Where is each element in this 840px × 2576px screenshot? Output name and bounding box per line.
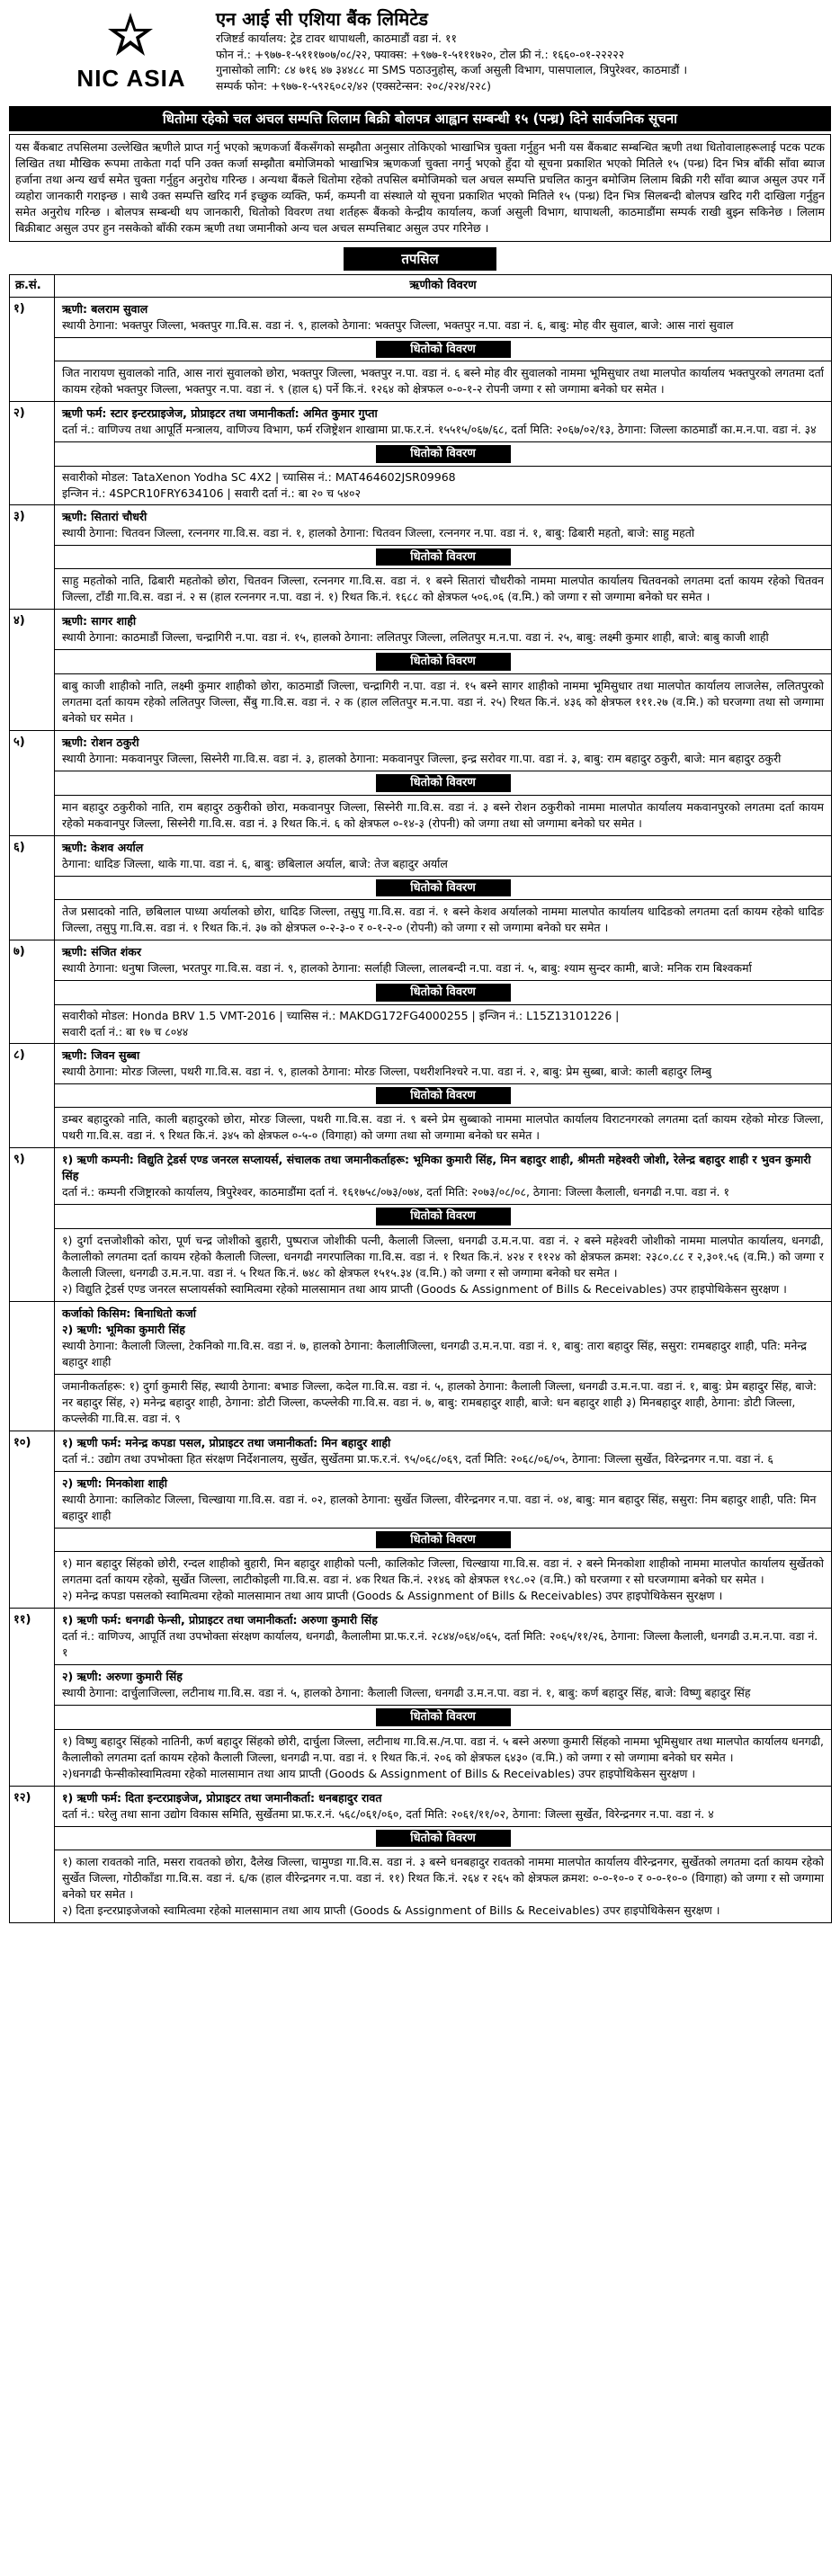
table-row bbox=[10, 1609, 832, 1787]
borrower-address: दर्ता नं.: कम्पनी रजिष्ट्रारको कार्यालय, त्रिपुरेश्वर, काठमाडौंमा दर्ता नं. १६१७५८/०७३/०७४, दर्ता मिति: २०७३/०८/०८, ठेगाना: जिल्ला कैलाली, धनगढी न.पा. वडा नं. १ bbox=[62, 1185, 729, 1199]
borrower-address: स्थायी ठेगाना: मोरङ जिल्ला, पथरी गा.वि.स. वडा नं. ९, हालको ठेगाना: मोरङ जिल्ला, पथरीशनिश्चरे न.पा. वडा नं. २, बाबु: प्रेम सुब्बा, बाजे: काली बहादुर लिम्बु bbox=[62, 1064, 712, 1078]
table-row bbox=[10, 1043, 832, 1148]
borrower-address: दर्ता नं.: घरेलु तथा साना उद्योग विकास समिति, सुर्खेतमा प्रा.फ.र.नं. ५६८/०६१/०६०, दर्ता मिति: २०६१/११/०२, ठेगाना: जिल्ला सुर्खेत, विरेन्द्रनगर न.पा. वडा नं. ४ bbox=[62, 1806, 714, 1821]
borrower-name: ऋणी: संजित शंकर bbox=[62, 945, 141, 959]
borrower-name: ऋणी: रोशन ठकुरी bbox=[62, 735, 139, 749]
collateral-section bbox=[55, 1204, 831, 1301]
row-body bbox=[55, 1043, 832, 1148]
borrower-name: १) ऋणी फर्म: मनेन्द्र कपडा पसल, प्रोप्राइटर तथा जमानीकर्ता: मिन बहादुर शाही bbox=[62, 1435, 391, 1449]
collateral-item: २)धनगढी फेन्सीकोस्वामित्वमा रहेको मालसामान तथा आय प्राप्ती (Goods & Assignment of Bills & Receivables) उपर हाइपोथिकेसन सुरक्षण । bbox=[62, 1766, 696, 1780]
borrower-name: ऋणी: बलराम सुवाल bbox=[62, 301, 148, 316]
table-row bbox=[10, 402, 832, 505]
collateral-item: २) मनेन्द्र कपडा पसलको स्वामित्वमा रहेको मालसामान तथा आय प्राप्ती (Goods & Assignment of Bills & Receivables) उपर हाइपोथिकेसन सुरक्षण । bbox=[62, 1589, 723, 1603]
collateral-item: १) दुर्गा दत्तजोशीको कोरा, पूर्ण चन्द्र जोशीको बुहारी, पुष्पराज जोशीकी पत्नी, कैलाली जिल्ला, धनगढी उ.म.न.पा. वडा नं. २ बस्ने महेश्वरी जोशीको नाममा मालपोत कार्यालय, धनगढी, कैलालीको लगतमा दर्ता कायम रहेको कैलाली जिल्ला, धनगढी नगरपालिका गा.वि.स. वडा नं. १ रिथत कि.नं. ४२४ र ११२४ को क्षेत्रफल क्रमश: २३८०.८८ र २,३०१.५६ (व.मि.) को जग्गा र कैलाली जिल्ला, धनगढी उ.म.न.पा. वडा नं. ५ रिथत कि.नं. ७४८ को क्षेत्रफल १५१५.३४ (व.मि.) को जग्गा र सो जग्गामा बनेको घर समेत । bbox=[62, 1233, 824, 1279]
collateral-description bbox=[55, 1729, 831, 1786]
borrower-address: स्थायी ठेगाना: भक्तपुर जिल्ला, भक्तपुर गा.वि.स. वडा नं. ९, हालको ठेगाना: भक्तपुर जिल्ला, भक्तपुर न.पा. वडा नं. ६, बाबु: मोह वीर सुवाल, बाजे: आस नारां सुवाल bbox=[62, 317, 734, 332]
collateral-section bbox=[55, 1705, 831, 1786]
bank-info bbox=[216, 7, 836, 94]
row-body bbox=[55, 835, 832, 940]
borrower-address: दर्ता नं.: वाणिज्य तथा आपूर्ति मन्त्रालय, वाणिज्य विभाग, फर्म रजिष्ट्रेशन शाखामा प्रा.फ.र.नं. १५५१५/०६७/६८, दर्ता मिति: २०६७/०२/१३, ठेगाना: जिल्ला काठमाडौं का.म.न.पा. वडा नं. ३४ bbox=[62, 423, 817, 437]
borrower-block-secondary bbox=[55, 1664, 831, 1705]
table-row bbox=[10, 1301, 832, 1431]
vehicle-details bbox=[55, 1004, 831, 1043]
collateral-section bbox=[55, 876, 831, 940]
borrower-name: ऋणी: जिवन सुब्बा bbox=[62, 1047, 140, 1062]
collateral-heading: धितोको विवरण bbox=[376, 1708, 511, 1726]
borrower-address-secondary: स्थायी ठेगाना: कालिकोट जिल्ला, चिल्खाया गा.वि.स. वडा नं. ०२, हालको ठेगाना: सुर्खेत जिल्ला, वीरेन्द्रनगर न.पा. वडा नं. ०४, बाबु: मान बहादुर सिंह, ससुरा: निम बहादुर शाही, पति: मिन बहादुर शाही bbox=[62, 1492, 817, 1522]
collateral-heading: धितोको विवरण bbox=[376, 879, 511, 897]
borrower-block bbox=[55, 1609, 831, 1664]
collateral-section bbox=[55, 980, 831, 1043]
table-header-row bbox=[10, 275, 832, 298]
collateral-heading: धितोको विवरण bbox=[376, 1087, 511, 1105]
table-row bbox=[10, 610, 832, 731]
row-body bbox=[55, 402, 832, 505]
notice-title: धितोमा रहेको चल अचल सम्पत्ति लिलाम बिक्री बोलपत्र आह्वान सम्बन्धी १५ (पन्ध्र) दिने सार्वजनिक सूचना bbox=[9, 106, 831, 131]
borrower-address-secondary: स्थायी ठेगाना: दार्चुलाजिल्ला, लटीनाथ गा.वि.स. वडा नं. ५, हालको ठेगाना: कैलाली जिल्ला, धनगढी उ.म.न.पा. वडा नं. १, बाबु: कर्ण बहादुर सिंह, बाजे: विष्णु बहादुर सिंह bbox=[62, 1686, 751, 1700]
borrower-name-secondary: २) ऋणी: अरुणा कुमारी सिंह bbox=[62, 1670, 183, 1684]
row-body bbox=[55, 940, 832, 1044]
borrower-address: ठेगाना: धादिङ जिल्ला, थाके गा.पा. वडा नं. ६, बाबु: छबिलाल अर्याल, बाजे: तेज बहादुर अर्याल bbox=[62, 856, 448, 870]
row-serial-number: ८) bbox=[10, 1043, 55, 1148]
borrower-name: ऋणी: केशव अर्याल bbox=[62, 840, 144, 854]
row-serial-number: २) bbox=[10, 402, 55, 505]
collateral-description: जित नारायण सुवालको नाति, आस नारां सुवालको छोरा, भक्तपुर जिल्ला, भक्तपुर न.पा. वडा नं. ६ बस्ने मोह वीर सुवालको नाममा भूमिसुधार तथा मालपोत कार्यालय भक्तपुरको लगतमा दर्ता कायम रहेको भक्तपुर जिल्ला, भक्तपुर न.पा. वडा नं. ९ (हाल ६) पर्ने कि.नं. १२६४ को क्षेत्रफल ०-०-१-२ रोपनी जग्गा र सो जग्गामा बनेको घर समेत । bbox=[55, 361, 831, 401]
row-serial-number: ११) bbox=[10, 1609, 55, 1787]
borrower-address: स्थायी ठेगाना: काठमाडौं जिल्ला, चन्द्रागिरी न.पा. वडा नं. १५, हालको ठेगाना: ललितपुर जिल्ला, ललितपुर म.न.पा. वडा नं. २५, बाबु: लक्ष्मी कुमार शाही, बाजे: बाबु काजी शाही bbox=[62, 630, 769, 645]
collateral-description: तेज प्रसादको नाति, छबिलाल पाध्या अर्यालको छोरा, धादिङ जिल्ला, तसुपु गा.वि.स. वडा नं. १ बस्ने केशव अर्यालको नाममा मालपोत कार्यालय धादिङको लगतमा दर्ता कायम रहेको धादिङ जिल्ला, तसुपु गा.वि.स. वडा नं. १ रिथत कि.नं. ३७ को क्षेत्रफल ०-२-३-० र ०-१-२-० (रोपनी) को जग्गा र सो जग्गामा बनेको घर समेत । bbox=[55, 899, 831, 940]
borrower-address: स्थायी ठेगाना: कैलाली जिल्ला, टेकनिको गा.वि.स. वडा नं. ७, हालको ठेगाना: कैलालीजिल्ला, धनगढी उ.म.न.पा. वडा नं. १, बाबु: तारा बहादुर सिंह, ससुरा: रामबहादुर शाही, पति: मनेन्द्र बहादुर शाही bbox=[62, 1338, 807, 1368]
column-header-borrower: ऋणीको विवरण bbox=[55, 275, 832, 298]
guarantor-block: जमानीकर्ताहरू: १) दुर्गा कुमारी सिंह, स्थायी ठेगाना: बभाङ जिल्ला, कदेल गा.वि.स. वडा नं. ५, हालको ठेगाना: कैलाली जिल्ला, धनगढी उ.म.न.पा. वडा नं. १, बाबु: प्रेम बहादुर सिंह, बाजे: नर बहादुर सिंह, २) मनेन्द्र बहादुर शाही, ठेगाना: डोटी जिल्ला, कप्ल्लेकी गा.वि.स. वडा नं. ७, बाबु: रामबहादुर शाही, बाजे: धन बहादुर शाही ३) मिनबहादुर शाही, ठेगाना: डोटी जिल्ला, कप्ल्लेकी गा.वि.स. वडा नं. ९ bbox=[55, 1374, 831, 1431]
table-row bbox=[10, 1431, 832, 1609]
collateral-heading: धितोको विवरण bbox=[376, 341, 511, 359]
borrower-name: ऋणी: सितारां चौधरी bbox=[62, 509, 147, 523]
borrower-block bbox=[55, 610, 831, 649]
collateral-item: १) विष्णु बहादुर सिंहको नातिनी, कर्ण बहादुर सिंहको छोरी, दार्चुला जिल्ला, लटीनाथ गा.वि.स./न.पा. वडा नं. ५ बस्ने अरुणा कुमारी सिंहको नाममा भूमिसुधार तथा मालपोत कार्यालय धनगढी, कैलालीको लगतमा दर्ता कायम रहेको कैलाली जिल्ला, धनगढी न.पा. वडा नं. १ रिथत कि.नं. २०६ को क्षेत्रफल ६४३० (व.मि.) को जग्गा र सो जग्गामा बनेको घर समेत । bbox=[62, 1734, 824, 1764]
row-serial-number: ४) bbox=[10, 610, 55, 731]
row-body bbox=[55, 610, 832, 731]
collateral-heading: धितोको विवरण bbox=[376, 445, 511, 463]
borrower-address: स्थायी ठेगाना: चितवन जिल्ला, रत्ननगर गा.वि.स. वडा नं. १, हालको ठेगाना: चितवन जिल्ला, रत्ननगर न.पा. वडा नं. १, बाबु: ढिबारी महतो, बाजे: साहु महतो bbox=[62, 525, 695, 539]
table-row bbox=[10, 730, 832, 835]
borrower-address: स्थायी ठेगाना: धनुषा जिल्ला, भरतपुर गा.वि.स. वडा नं. ९, हालको ठेगाना: सर्लाही जिल्ला, लालबन्दी न.पा. वडा नं. ५, बाबु: श्याम सुन्दर कामी, बाजे: मनिक राम बिश्वकर्मा bbox=[62, 961, 752, 976]
borrower-block-secondary bbox=[55, 1471, 831, 1528]
borrower-block bbox=[55, 731, 831, 771]
borrower-name: कर्जाको किसिम: बिनाधितो कर्जा bbox=[62, 1306, 196, 1320]
borrower-rows bbox=[10, 297, 832, 1923]
bank-phone-line: फोन नं.: +९७७-१-५१११७०७/०८/२२, फ्याक्स: +९७७-१-५१११७२०, टोल फ्री नं.: १६६०-०१-२२२२२ bbox=[216, 47, 625, 61]
collateral-heading: धितोको विवरण bbox=[376, 1531, 511, 1549]
collateral-heading: धितोको विवरण bbox=[376, 548, 511, 566]
borrower-name: १) ऋणी फर्म: दिता इन्टरप्राइजेज, प्रोप्राइटर तथा जमानीकर्ता: धनबहादुर रावत bbox=[62, 1790, 382, 1805]
row-serial-number bbox=[10, 1301, 55, 1431]
tapsil-heading: तपसिल bbox=[344, 247, 496, 271]
row-serial-number: १२) bbox=[10, 1786, 55, 1923]
row-body bbox=[55, 1609, 832, 1787]
nic-asia-logo-mark-icon bbox=[106, 11, 155, 58]
borrower-table bbox=[9, 274, 832, 1923]
borrower-block bbox=[55, 1302, 831, 1374]
vehicle-details bbox=[55, 466, 831, 504]
row-serial-number: ५) bbox=[10, 730, 55, 835]
row-serial-number: ९) bbox=[10, 1148, 55, 1302]
borrower-name: ऋणी: सागर शाही bbox=[62, 614, 137, 628]
collateral-heading: धितोको विवरण bbox=[376, 1208, 511, 1226]
logo-text: NIC ASIA bbox=[76, 65, 186, 92]
borrower-block bbox=[55, 1787, 831, 1826]
row-body bbox=[55, 1786, 832, 1923]
row-body bbox=[55, 504, 832, 610]
borrower-address: दर्ता नं.: वाणिज्य, आपूर्ति तथा उपभोक्ता संरक्षण कार्यालय, धनगढी, कैलालीमा प्रा.फ.र.नं. २८४४/०६४/०६५, दर्ता मिति: २०६५/११/२६, ठेगाना: जिल्ला कैलाली, धनगढी उ.म.न.पा. वडा नं. १ bbox=[62, 1629, 818, 1660]
collateral-item: १) काला रावतको नाति, मसरा रावतको छोरा, दैलेख जिल्ला, चामुण्डा गा.वि.स. वडा नं. ३ बस्ने धनबहादुर रावतको नाममा मालपोत कार्यालय वीरेन्द्रनगर, सुर्खेतको लगतमा दर्ता कायम रहेको सुर्खेत जिल्ला, गोठीकाँडा गा.वि.स. वडा नं. ६/क (हाल वीरेन्द्रनगर न.पा. वडा नं. ११) रिथत कि.नं. २६४ र २६५ को क्षेत्रफल क्रमश: ०-०-१०-० र ०-०-१०-० (विगाहा) को जग्गा र सो जग्गामा बनेको घर समेत । bbox=[62, 1855, 824, 1902]
collateral-section bbox=[55, 337, 831, 402]
vehicle-detail-line: सवारीको मोडल: Honda BRV 1.5 VMT-2016 | च्यासिस नं.: MAKDG172FG4000255 | इन्जिन नं.: L15Z13101226 | bbox=[62, 1008, 620, 1022]
collateral-heading: धितोको विवरण bbox=[376, 984, 511, 1002]
borrower-block bbox=[55, 298, 831, 337]
borrower-name: १) ऋणी फर्म: धनगढी फेन्सी, प्रोप्राइटर तथा जमानीकर्ता: अरुणा कुमारी सिंह bbox=[62, 1613, 378, 1627]
borrower-block bbox=[55, 1148, 831, 1204]
collateral-section bbox=[55, 545, 831, 610]
collateral-description: मान बहादुर ठकुरीको नाति, राम बहादुर ठकुरीको छोरा, मकवानपुर जिल्ला, सिस्नेरी गा.वि.स. वडा नं. ३ बस्ने रोशन ठकुरीको नाममा मालपोत कार्यालय मकवानपुरको लगतमा दर्ता कायम रहेको मकवानपुर जिल्ला, सिस्नेरी गा.वि.स. वडा नं. ३ रिथत कि.नं. ६ को क्षेत्रफल ०-१४-३ (रोपनी) को जग्गा तथा सो जग्गामा बनेको घर समेत । bbox=[55, 795, 831, 835]
row-body bbox=[55, 1148, 832, 1302]
borrower-address: स्थायी ठेगाना: मकवानपुर जिल्ला, सिस्नेरी गा.वि.स. वडा नं. ३, हालको ठेगाना: मकवानपुर जिल्ला, इन्द्र सरोवर गा.पा. वडा नं. ३, बाबु: राम बहादुर ठकुरी, बाजे: मान बहादुर ठकुरी bbox=[62, 751, 782, 765]
borrower-block bbox=[55, 505, 831, 545]
collateral-heading: धितोको विवरण bbox=[376, 653, 511, 671]
borrower-name-secondary: २) ऋणी: मिनकोशा शाही bbox=[62, 1475, 168, 1490]
row-serial-number: १०) bbox=[10, 1431, 55, 1609]
table-row bbox=[10, 940, 832, 1044]
borrower-name-secondary: २) ऋणी: भूमिका कुमारी सिंह bbox=[62, 1322, 185, 1336]
bank-address-line: रजिष्टर्ड कार्यालय: ट्रेड टावर थापाथली, काठमाडौं वडा नं. ११ bbox=[216, 31, 458, 45]
notice-header bbox=[9, 7, 831, 104]
table-row bbox=[10, 297, 832, 402]
borrower-block bbox=[55, 1431, 831, 1471]
collateral-description bbox=[55, 1551, 831, 1608]
collateral-section bbox=[55, 1826, 831, 1923]
table-row bbox=[10, 835, 832, 940]
collateral-heading: धितोको विवरण bbox=[376, 774, 511, 792]
collateral-section bbox=[55, 649, 831, 730]
row-body bbox=[55, 1431, 832, 1609]
collateral-section bbox=[55, 441, 831, 504]
bank-contact-line: सम्पर्क फोन: +९७७-१-५९२६०८२/४२ (एक्सटेन्सन: २०८/२२४/२२८) bbox=[216, 78, 491, 93]
collateral-heading: धितोको विवरण bbox=[376, 1830, 511, 1848]
collateral-section bbox=[55, 1083, 831, 1148]
collateral-item: २) दिता इन्टरप्राइजेजको स्वामित्वमा रहेको मालसामान तथा आय प्राप्ती (Goods & Assignment of Bills & Receivables) उपर हाइपोथिकेसन सुरक्षण । bbox=[62, 1903, 720, 1918]
borrower-name: ऋणी फर्म: स्टार इन्टरप्राइजेज, प्रोप्राइटर तथा जमानीकर्ता: अमित कुमार गुप्ता bbox=[62, 406, 378, 421]
collateral-description: डम्बर बहादुरको नाति, काली बहादुरको छोरा, मोरङ जिल्ला, पथरी गा.वि.स. वडा नं. ९ बस्ने प्रेम सुब्बाको नाममा मालपोत कार्यालय विराटनगरको लगतमा दर्ता कायम रहेको मोरङ जिल्ला, पथरी गा.वि.स. वडा नं. ९ रिथत कि.नं. ३४५ को क्षेत्रफल ०-५-० (विगाहा) को जग्गा तथा सो जग्गामा बनेको घर समेत । bbox=[55, 1107, 831, 1147]
borrower-block bbox=[55, 836, 831, 876]
table-row bbox=[10, 1786, 832, 1923]
collateral-item: २) विद्युति ट्रेडर्स एण्ड जनरल सप्लायर्सको स्वामित्वमा रहेको मालसामान तथा आय प्राप्ती (Goods & Assignment of Bills & Receivables) उपर हाइपोथिकेसन सुरक्षण । bbox=[62, 1281, 787, 1296]
collateral-description bbox=[55, 1228, 831, 1301]
borrower-name: १) ऋणी कम्पनी: विद्युति ट्रेडर्स एण्ड जनरल सप्लायर्स, संचालक तथा जमानीकर्ताहरू: भूमिका कुमारी सिंह, मिन बहादुर शाही, श्रीमती महेश्वरी जोशी, रेलेन्द्र बहादुर शाही र भुवन कुमारी सिंह bbox=[62, 1153, 811, 1183]
bank-grievance-line: गुनासोको लागि: ८४ ७१६ ४७ ३४४८८ मा SMS पठाउनुहोस्, कर्जा असुली विभाग, पासपालाल, त्रिपुरेश्वर, काठमाडौं । bbox=[216, 63, 688, 76]
vehicle-detail-line: सवारी दर्ता नं.: बा १७ च ८०४४ bbox=[62, 1024, 189, 1038]
row-serial-number: १) bbox=[10, 297, 55, 402]
notice-intro: यस बैंकबाट तपसिलमा उल्लेखित ऋणीले प्राप्त गर्नु भएको ऋणकर्जा बैंकसँगको सम्झौता अनुसार तोकिएको भाखाभित्र चुक्ता गर्नुहुन भनी यस बैंकबाट सम्बन्धित ऋणी तथा धितोवालाहरूलाई पटक पटक लिखित तथा मौखिक रूपमा ताकेता गर्दा पनि उक्त कर्जा सम्झौता बमोजिमको भाखाभित्र ऋणकर्जा चुक्ता नगर्नु भएको हुँदा यो सूचना प्रकाशित भएको मितिले १५ (पन्ध्र) दिन भित्र बाँकी साँवा ब्याज हर्जाना तथा अन्य खर्च समेत चुक्ता गर्नुहुन अनुरोध गरिन्छ । अन्यथा बैंकले धितोमा रहेको तपसिल बमोजिमको चल अचल सम्पत्ति प्रचलित कानुन बमोजिम लिलाम बिक्री गरी साँवा ब्याज असुल उपर गर्ने व्यहोरा जानकारी गराइन्छ । साथै उक्त सम्पत्ति खरिद गर्न इच्छुक व्यक्ति, फर्म, कम्पनी वा संस्थाले यो सूचना प्रकाशित भएको मितिले १५ (पन्ध्र) दिन भित्र सिलबन्दी बोलपत्र खरिद गरी दाखिला गर्नुहुन समेत अनुरोध गरिन्छ । बोलपत्र सम्बन्धी थप जानकारी, धितोको विवरण तथा शर्तहरू बैंकको केन्द्रीय कार्यालय, कर्जा असुली विभाग, थापाथली, काठमाडौंमा सम्पर्क राखी बुझ्न सकिनेछ । लिलाम बिक्रीबाट असुल उपर हुन नसकेको बाँकी रकम ऋणी तथा जमानीको अन्य चल अचल सम्पत्तिबाट असुल उपर गरिनेछ । bbox=[9, 134, 831, 242]
row-body bbox=[55, 730, 832, 835]
row-body bbox=[55, 297, 832, 402]
table-row bbox=[10, 504, 832, 610]
vehicle-detail-line: सवारीको मोडल: TataXenon Yodha SC 4X2 | च्यासिस नं.: MAT464602JSR09968 bbox=[62, 469, 456, 484]
borrower-block bbox=[55, 402, 831, 441]
collateral-section bbox=[55, 1528, 831, 1609]
vehicle-detail-line: इन्जिन नं.: 4SPCR10FRY634106 | सवारी दर्ता नं.: बा २० च ५४०२ bbox=[62, 486, 361, 500]
column-header-sn: क्र.सं. bbox=[10, 275, 55, 298]
table-row bbox=[10, 1148, 832, 1302]
collateral-description bbox=[55, 1850, 831, 1922]
row-serial-number: ६) bbox=[10, 835, 55, 940]
collateral-description: साहु महतोको नाति, ढिबारी महतोको छोरा, चितवन जिल्ला, रत्ननगर गा.वि.स. वडा नं. १ बस्ने सितारां चौधरीको नाममा मालपोत कार्यालय चितवनको लगतमा दर्ता कायम रहेको चितवन जिल्ला, टाँडी गा.वि.स. वडा नं. २ स (हाल रत्ननगर न.पा. वडा नं. १) रिथत कि.नं. १६८८ को क्षेत्रफल ५०६.०६ (व.मि.) को जग्गा र सो जग्गामा बनेको घर समेत । bbox=[55, 568, 831, 609]
borrower-address: दर्ता नं.: उद्योग तथा उपभोक्ता हित संरक्षण निर्देशनालय, सुर्खेत, सुर्खेतमा प्रा.फ.र.नं. ९५/०६८/०६९, दर्ता मिति: २०६८/०६/०५, ठेगाना: जिल्ला सुर्खेत, विरेन्द्रनगर न.पा. वडा नं. ६ bbox=[62, 1451, 773, 1466]
borrower-block bbox=[55, 940, 831, 980]
collateral-description: बाबु काजी शाहीको नाति, लक्ष्मी कुमार शाहीको छोरा, काठमाडौं जिल्ला, चन्द्रागिरी न.पा. वडा नं. १५ बस्ने सागर शाहीको नाममा भूमिसुधार तथा मालपोत कार्यालय लाजलेस, ललितपुरको लगतमा दर्ता कायम रहेको ललितपुर जिल्ला, सैंबु गा.वि.स. वडा नं. २ क (हाल ललितपुर म.न.पा. वडा नं. २५) रिथत कि.नं. ४३६ को क्षेत्रफल १११.२७ (व.मि.) को घरजग्गा तथा सो जग्गामा बनेको घर समेत । bbox=[55, 673, 831, 730]
row-body bbox=[55, 1301, 832, 1431]
collateral-section bbox=[55, 771, 831, 835]
bank-logo bbox=[59, 11, 203, 97]
row-serial-number: ७) bbox=[10, 940, 55, 1044]
bank-name: एन आई सी एशिया बैंक लिमिटेड bbox=[216, 8, 428, 30]
row-serial-number: ३) bbox=[10, 504, 55, 610]
borrower-block bbox=[55, 1044, 831, 1083]
collateral-item: १) मान बहादुर सिंहको छोरी, रन्दल शाहीको बुहारी, मिन बहादुर शाहीको पत्नी, कालिकोट जिल्ला, चिल्खाया गा.वि.स. वडा नं. २ बस्ने मिनकोशा शाहीको नाममा मालपोत कार्यालय सुर्खेतको लगतमा दर्ता कायम रहेको, सुर्खेत जिल्ला, लाटीकोइली गा.वि.स. वडा नं. ४क रिथत कि.नं. २१४६ को क्षेत्रफल १९८.०२ (व.मि.) को घरजग्गा र सो घरजग्गामा बनेको घर समेत । bbox=[62, 1556, 824, 1587]
